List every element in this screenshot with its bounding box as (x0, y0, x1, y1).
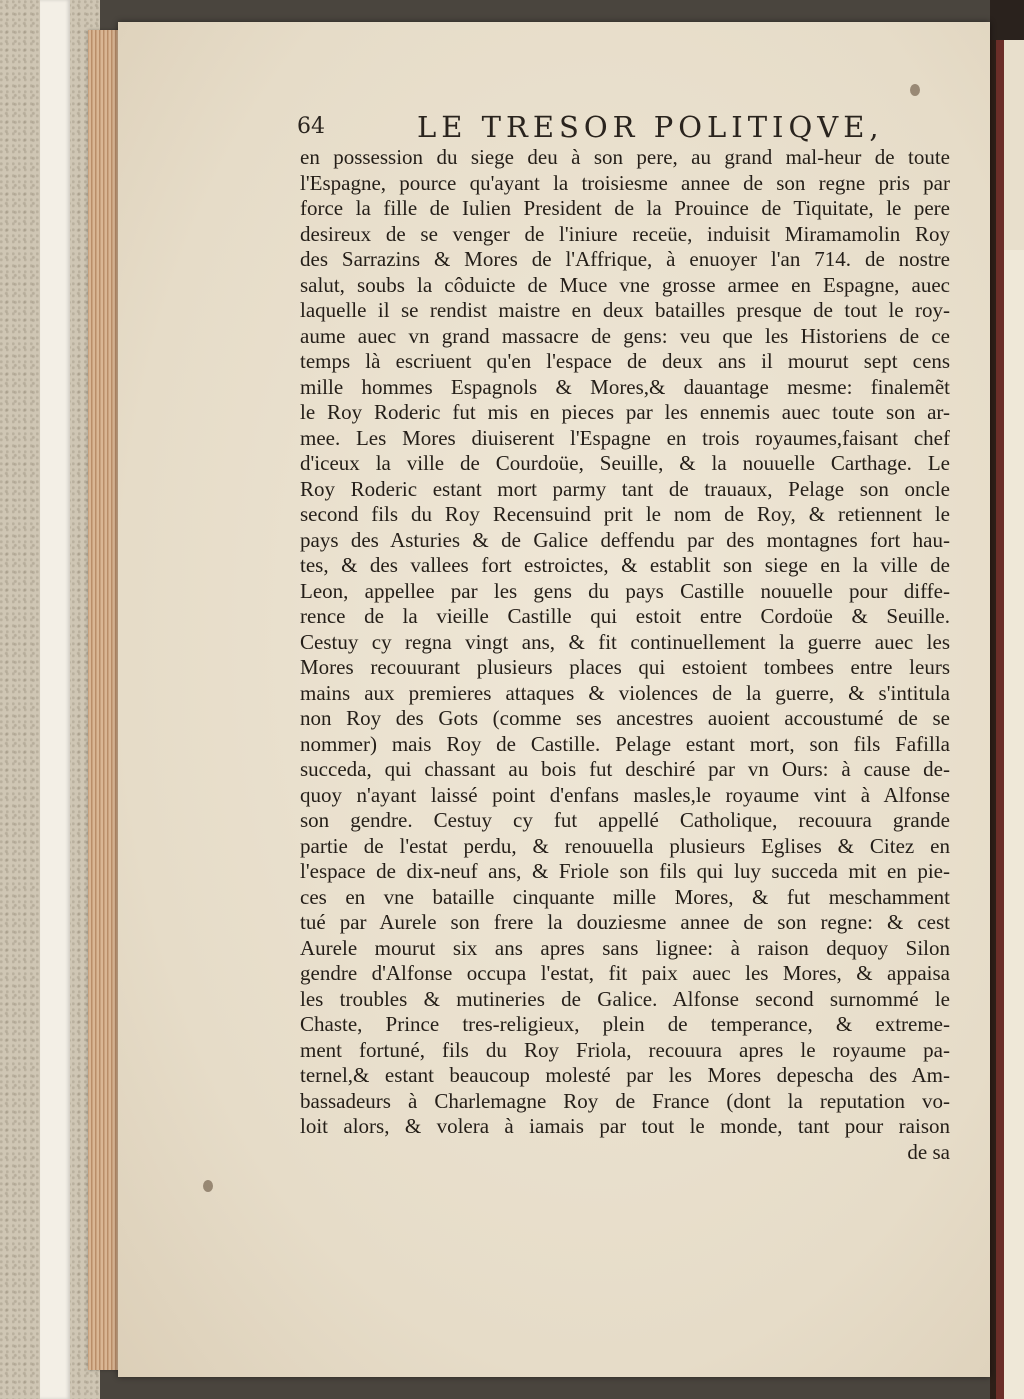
text-line: Mores recouurant plusieurs places qui estoient tombees entre leurs (300, 655, 950, 679)
text-line: les troubles & mutineries de Galice. Alfonse second surnommé le (300, 986, 950, 1011)
text-line: Cestuy cy regna vingt ans, & fit continuellement la guerre auec les (300, 629, 950, 654)
page-number: 64 (297, 114, 325, 139)
text-line: tes, & des vallees fort estroictes, & establit son siege en la ville de (300, 553, 950, 577)
text-line: nommer) mais Roy de Castille. Pelage estant mort, son fils Fafilla (300, 731, 950, 756)
text-line: ces en vne bataille cinquante mille Mores, & fut meschamment (300, 884, 950, 909)
text-line: le Roy Roderic fut mis en pieces par les ennemis auec toute son ar- (300, 400, 950, 424)
text-line: mee. Les Mores diuiserent l'Espagne en trois royaumes,faisant chef (300, 425, 950, 450)
text-line: loit alors, & volera à iamais par tout le monde, tant pour raison (300, 1114, 950, 1138)
text-line: mille hommes Espagnols & Mores,& dauantage mesme: finalemẽt (300, 374, 950, 399)
text-line: Leon, appellee par les gens du pays Castille nouuelle pour diffe- (300, 578, 950, 603)
text-line: des Sarrazins & Mores de l'Affrique, à enuoyer l'an 714. de nostre (300, 247, 950, 271)
text-line: laquelle il se rendist maistre en deux batailles presque de tout le roy- (300, 298, 950, 322)
text-line: l'espace de dix-neuf ans, & Friole son fils qui luy succeda mit en pie- (300, 859, 950, 883)
text-line: en possession du siege deu à son pere, au grand mal-heur de toute (300, 145, 950, 169)
text-line: second fils du Roy Recensuind prit le nom de Roy, & retiennent le (300, 502, 950, 526)
binding-clip (990, 0, 1024, 40)
text-line: Roy Roderic estant mort parmy tant de trauaux, Pelage son oncle (300, 476, 950, 501)
text-line: mains aux premieres attaques & violences de la guerre, & s'intitula (300, 680, 950, 705)
facing-page-strip (1004, 250, 1024, 1399)
text-line: non Roy des Gots (comme ses ancestres auoient accoustumé de se (300, 706, 950, 730)
text-line: rence de la vieille Castille qui estoit entre Cordoüe & Seuille. (300, 604, 950, 628)
text-line: tué par Aurele son frere la douziesme annee de son regne: & cest (300, 910, 950, 934)
text-line: quoy n'ayant laissé point d'enfans masles,le royaume vint à Alfonse (300, 782, 950, 807)
text-line: Aurele mourut six ans apres sans lignee: à raison dequoy Silon (300, 935, 950, 960)
text-line: son gendre. Cestuy cy fut appellé Catholique, recouura grande (300, 808, 950, 832)
text-line: force la fille de Iulien President de la Prouince de Tiquitate, le pere (300, 196, 950, 220)
text-line: partie de l'estat perdu, & renouuella plusieurs Eglises & Citez en (300, 833, 950, 858)
text-line: aume auec vn grand massacre de gens: veu que les Historiens de ce (300, 323, 950, 348)
body-text (300, 145, 950, 1165)
facing-page-gutter (990, 0, 1024, 1399)
flyleaf-edge (40, 0, 70, 1399)
text-line: desireux de se venger de l'iniure receüe, induisit Miramamolin Roy (300, 221, 950, 246)
text-line: salut, soubs la côduicte de Muce vne grosse armee en Espagne, auec (300, 272, 950, 297)
ink-spot (203, 1180, 213, 1192)
text-line: d'iceux la ville de Courdoüe, Seuille, & la nouuelle Carthage. Le (300, 451, 950, 475)
page-header (297, 108, 957, 148)
text-line: gendre d'Alfonse occupa l'estat, fit paix auec les Mores, & appaisa (300, 961, 950, 985)
text-line: l'Espagne, pource qu'ayant la troisiesme annee de son regne pris par (300, 170, 950, 195)
running-title: LE TRESOR POLITIQVE, (417, 110, 884, 144)
text-line: ment fortuné, fils du Roy Friola, recouura apres le royaume pa- (300, 1037, 950, 1062)
catchword: de sa (907, 1139, 950, 1164)
text-line: ternel,& estant beaucoup molesté par les Mores depescha des Am- (300, 1063, 950, 1087)
text-line: Chaste, Prince tres-religieux, plein de temperance, & extreme- (300, 1012, 950, 1036)
text-line: temps là escriuent qu'en l'espace de deux ans il mourut sept cens (300, 349, 950, 373)
text-line: succeda, qui chassant au bois fut deschiré par vn Ours: à cause de- (300, 757, 950, 781)
text-line: pays des Asturies & de Galice deffendu par des montagnes fort hau- (300, 527, 950, 552)
text-line: bassadeurs à Charlemagne Roy de France (dont la reputation vo- (300, 1088, 950, 1113)
ink-spot (910, 84, 920, 96)
